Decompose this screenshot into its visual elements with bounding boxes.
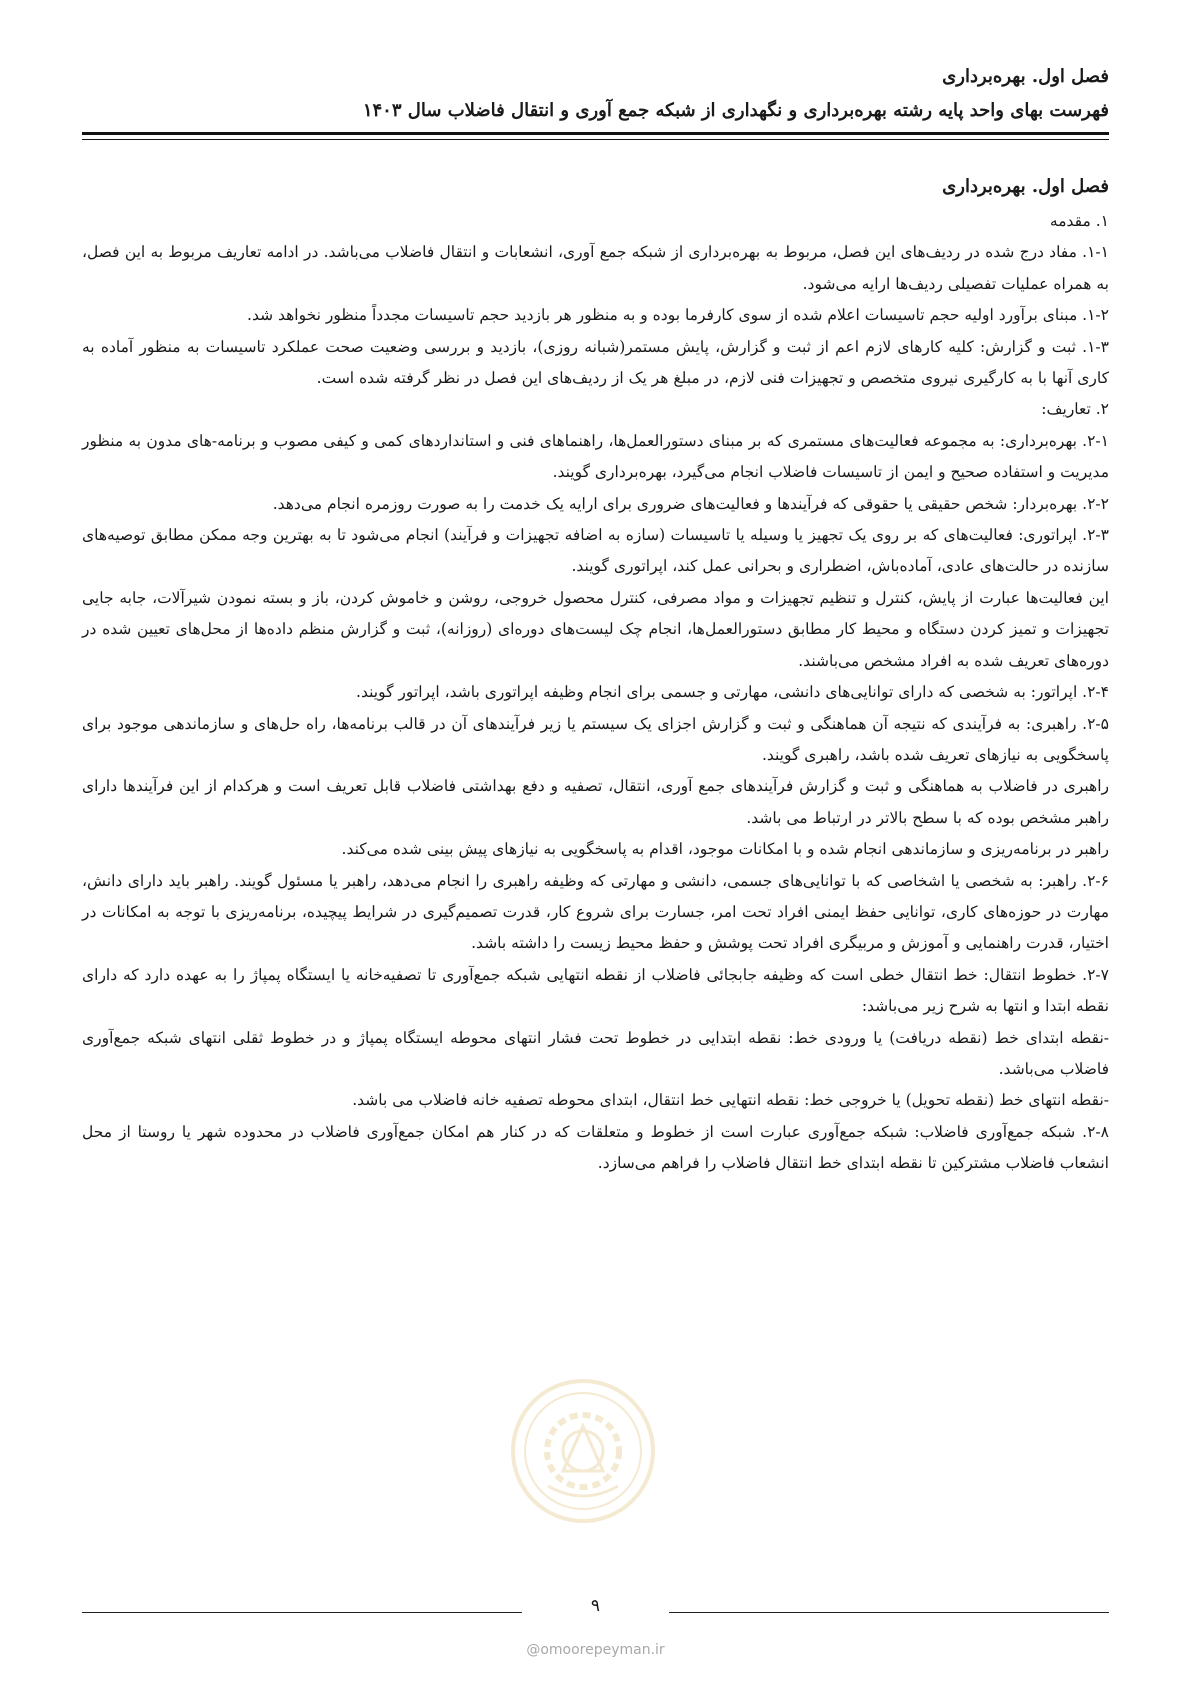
paragraph-2-5-wastewater: راهبری در فاضلاب به هماهنگی و ثبت و گزارش فرآیندهای جمع آوری، انتقال، تصفیه و دفع بهداشتی فاضلاب قابل تعریف است و هرکدام از این فرآیندها دارای راهبر مشخص بوده که با سطح بالاتر در ارتباط می باشد.	[82, 777, 1109, 827]
document-body	[82, 170, 1109, 1180]
header-rule-thick	[82, 132, 1109, 135]
paragraph-1-2: ۱-۲. مبنای برآورد اولیه حجم تاسیسات اعلام شده از سوی کارفرما بوده و به منظور هر بازدید حجم تاسیسات مجدداً منظور نخواهد شد.	[247, 306, 1109, 325]
website-watermark: @omoorepeyman.ir	[526, 1642, 665, 1658]
header-rule-thin	[82, 139, 1109, 140]
paragraph-2-6: ۲-۶. راهبر: به شخصی یا اشخاصی که با توانایی‌های جسمی، دانشی و مهارتی که وظیفه راهبری را انجام می‌دهد، راهبر یا مسئول گویند. راهبر باید دارای دانش، مهارت در حوزه‌های کاری، توانایی حفظ ایمنی افراد تحت امر، جسارت برای شروع کار، قدرت تصمیم‌گیری در شرایط پیچیده، برنامه‌ریزی با توجه به امکانات در اختیار، قدرت راهنمایی و آموزش و مربیگری افراد تحت پوشش و حفظ محیط زیست را داشته باشد.	[82, 871, 1109, 953]
header-title: فهرست بهای واحد پایه رشته بهره‌برداری و نگهداری از شبکه جمع آوری و انتقال فاضلاب سال ۱۴۰۳	[362, 100, 1109, 121]
paragraph-1-3: ۱-۳. ثبت و گزارش: کلیه کارهای لازم اعم از ثبت و گزارش، پایش مستمر(شبانه روزی)، بازدید و بررسی وضعیت صحت عملکرد تاسیسات به منظور آماده به کاری آنها با به کارگیری نیروی متخصص و تجهیزات فنی لازم، در مبلغ هر یک از ردیف‌های این فصل در نظر گرفته شده است.	[82, 337, 1109, 388]
paragraph-1-1: ۱-۱. مفاد درج شده در ردیف‌های این فصل، مربوط به بهره‌برداری از شبکه جمع آوری، انشعابات و انتقال فاضلاب می‌باشد. در ادامه تعاریف مربوط به این فصل، به همراه عملیات تفصیلی ردیف‌ها ارایه می‌شود.	[82, 243, 1109, 293]
section-title: فصل اول. بهره‌برداری	[942, 176, 1109, 197]
paragraph-2-4: ۲-۴. اپراتور: به شخصی که دارای توانایی‌های دانشی، مهارتی و جسمی برای انجام وظیفه اپراتوری باشد، اپراتور گویند.	[356, 683, 1109, 702]
paragraph-2-5: ۲-۵. راهبری: به فرآیندی که نتیجه آن هماهنگی و ثبت و گزارش اجزای یک سیستم یا زیر فرآیندهای آن در قالب برنامه‌ها، راه حل‌های و سازماندهی موجود برای پاسخگویی به نیازهای تعریف شده باشد، راهبری گویند.	[82, 714, 1109, 764]
paragraph-2-7: ۲-۷. خطوط انتقال: خط انتقال خطی است که وظیفه جابجائی فاضلاب از نقطه انتهایی شبکه جمع‌آوری تا تصفیه‌خانه یا ایستگاه پمپاژ را به عهده دارد که دارای نقطه ابتدا و انتها به شرح زیر می‌باشد:	[82, 965, 1109, 1016]
paragraph-2-1: ۲-۱. بهره‌برداری: به مجموعه فعالیت‌های مستمری که بر مبنای دستورالعمل‌ها، راهنماهای فنی و استانداردهای کمی و کیفی مصوب و برنامه-های مدون به منظور مدیریت و استفاده صحیح و ایمن از تاسیسات فاضلاب انجام می‌گیرد، بهره‌برداری گویند.	[82, 431, 1109, 482]
page-footer	[82, 1596, 1109, 1634]
paragraph-intro-heading: ۱. مقدمه	[1049, 212, 1109, 230]
paragraph-2-2: ۲-۲. بهره‌بردار: شخص حقیقی یا حقوقی که فرآیندها و فعالیت‌های ضروری برای ارایه یک خدمت را به صورت روزمره انجام می‌دهد.	[272, 494, 1109, 513]
seal-watermark-icon	[508, 1376, 658, 1526]
page-number: ۹	[590, 1596, 601, 1616]
header-chapter: فصل اول. بهره‌برداری	[942, 66, 1109, 87]
page-header	[82, 62, 1109, 126]
paragraph-definitions-heading: ۲. تعاریف:	[1041, 400, 1109, 419]
paragraph-2-5-planning: راهبر در برنامه‌ریزی و سازماندهی انجام شده و با امکانات موجود، اقدام به پاسخگویی به نیازهای پیش بینی شده می‌کند.	[341, 840, 1109, 859]
paragraph-2-8: ۲-۸. شبکه جمع‌آوری فاضلاب: شبکه جمع‌آوری عبارت است از خطوط و متعلقات که در کنار هم امکان جمع‌آوری فاضلاب در محدوده شهر یا روستا از محل انشعاب فاضلاب مشترکین تا نقطه ابتدای خط انتقال فاضلاب را فراهم می‌سازد.	[82, 1122, 1109, 1173]
paragraph-2-3: ۲-۳. اپراتوری: فعالیت‌های که بر روی یک تجهیز یا وسیله یا تاسیسات (سازه به اضافه تجهیزات و فرآیند) انجام می‌شود تا به بهترین وجه ممکن مطابق توصیه‌های سازنده در حالت‌های عادی، آماده‌باش، اضطراری و بحرانی عمل کند، اپراتوری گویند.	[82, 526, 1109, 576]
paragraph-2-7-end: -نقطه انتهای خط (نقطه تحویل) یا خروجی خط: نقطه انتهایی خط انتقال، ابتدای محوطه تصفیه خانه فاضلاب می باشد.	[352, 1091, 1109, 1110]
paragraph-2-7-start: -نقطه ابتدای خط (نقطه دریافت) یا ورودی خط: نقطه ابتدایی در خطوط تحت فشار انتهای محوطه ایستگاه پمپاژ و در خطوط ثقلی انتهای شبکه جمع‌آوری فاضلاب می‌باشد.	[82, 1028, 1109, 1078]
paragraph-2-3-activities: این فعالیت‌ها عبارت از پایش، کنترل و تنظیم تجهیزات و مواد مصرفی، کنترل محصول خروجی، روشن و خاموش کردن، باز و بسته نمودن شیرآلات، جابه جایی تجهیزات و تمیز کردن دستگاه و محیط کار مطابق دستورالعمل‌ها، انجام چک لیست‌های دوره‌ای (روزانه)، ثبت و گزارش منظم داده‌ها از محل‌های تعیین شده در دوره‌های تعریف شده به افراد مشخص می‌باشند.	[82, 588, 1109, 670]
